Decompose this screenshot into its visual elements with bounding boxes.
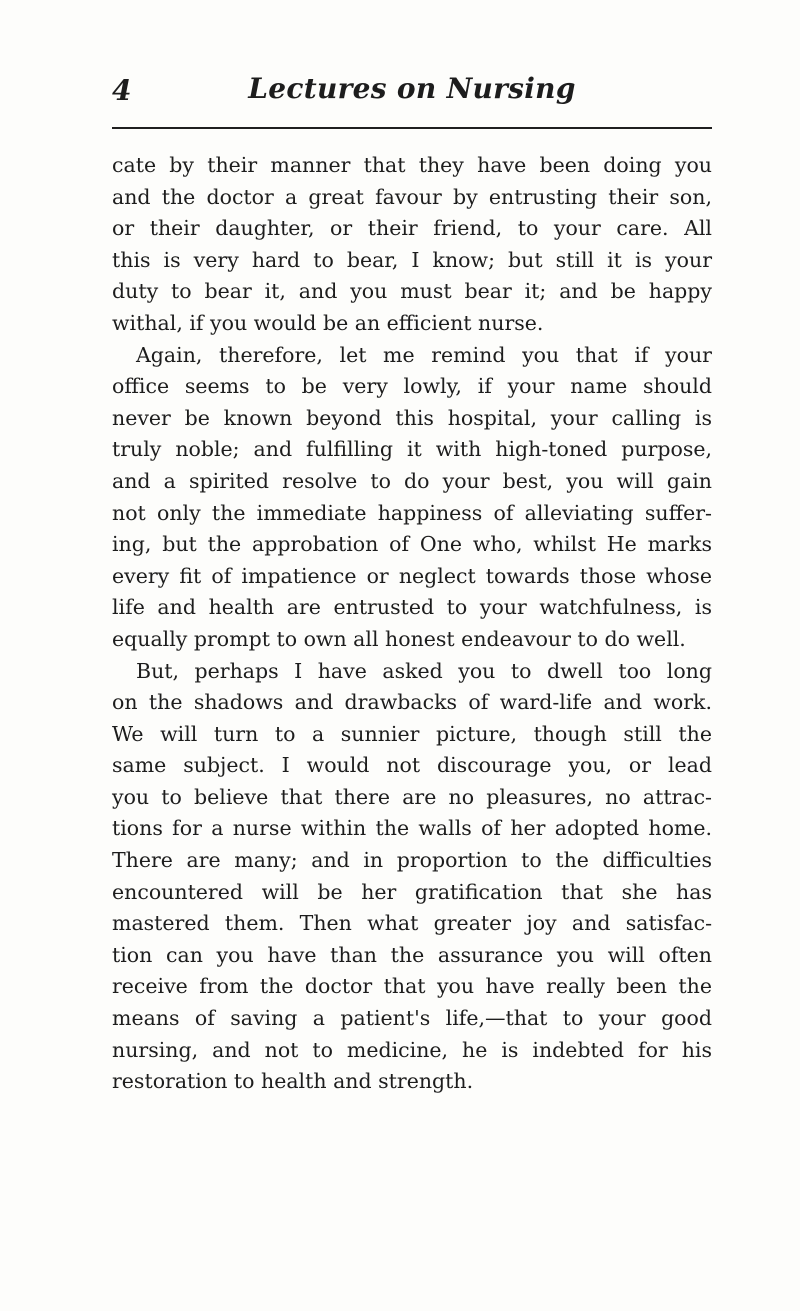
text-line: same subject. I would not discourage you, or lead [112,753,712,778]
text-line: tions for a nurse within the walls of her adopted home. [112,816,712,841]
text-line: life and health are entrusted to your watchfulness, is [112,595,712,620]
text-line: on the shadows and drawbacks of ward-life and work. [112,690,712,715]
paragraph [112,150,712,340]
page-number: 4 [112,74,132,107]
text-line: every fit of impatience or neglect towards those whose [112,563,712,588]
text-line: equally prompt to own all honest endeavour to do well. [112,626,686,651]
text-line: tion can you have than the assurance you will often [112,942,712,967]
text-line: withal, if you would be an efficient nurse. [112,310,544,335]
text-line: or their daughter, or their friend, to your care. All [112,216,712,241]
body-text [112,150,712,1098]
text-line: restoration to health and strength. [112,1069,474,1094]
paragraph [112,656,712,1098]
text-line: But, perhaps I have asked you to dwell too long [136,658,712,683]
text-line: means of saving a patient's life,—that to your good [112,1006,712,1031]
text-line: Again, therefore, let me remind you that if your [136,342,712,367]
header-rule [112,127,712,129]
running-title: Lectures on Nursing [248,72,576,105]
text-line: encountered will be her gratification that she has [112,879,712,904]
text-line: We will turn to a sunnier picture, though still the [112,721,712,746]
text-line: receive from the doctor that you have really been the [112,974,712,999]
text-line: this is very hard to bear, I know; but still it is your [112,247,712,272]
paragraph [112,340,712,656]
text-line: cate by their manner that they have been doing you [112,153,712,177]
text-line: never be known beyond this hospital, your calling is [112,405,712,430]
text-line: not only the immediate happiness of alleviating suffer- [112,500,712,525]
text-line: nursing, and not to medicine, he is indebted for his [112,1037,712,1062]
text-line: duty to bear it, and you must bear it; and be happy [112,279,712,304]
text-line: and a spirited resolve to do your best, you will gain [112,468,712,493]
text-line: and the doctor a great favour by entrusting their son, [112,184,712,209]
text-line: ing, but the approbation of One who, whilst He marks [112,532,712,557]
text-line: you to believe that there are no pleasures, no attrac- [112,784,712,809]
text-line: mastered them. Then what greater joy and satisfac- [112,911,712,936]
text-line: There are many; and in proportion to the difficulties [112,848,712,873]
running-head [112,62,712,112]
text-line: office seems to be very lowly, if your name should [112,374,712,399]
text-line: truly noble; and fulfilling it with high-toned purpose, [112,437,712,462]
